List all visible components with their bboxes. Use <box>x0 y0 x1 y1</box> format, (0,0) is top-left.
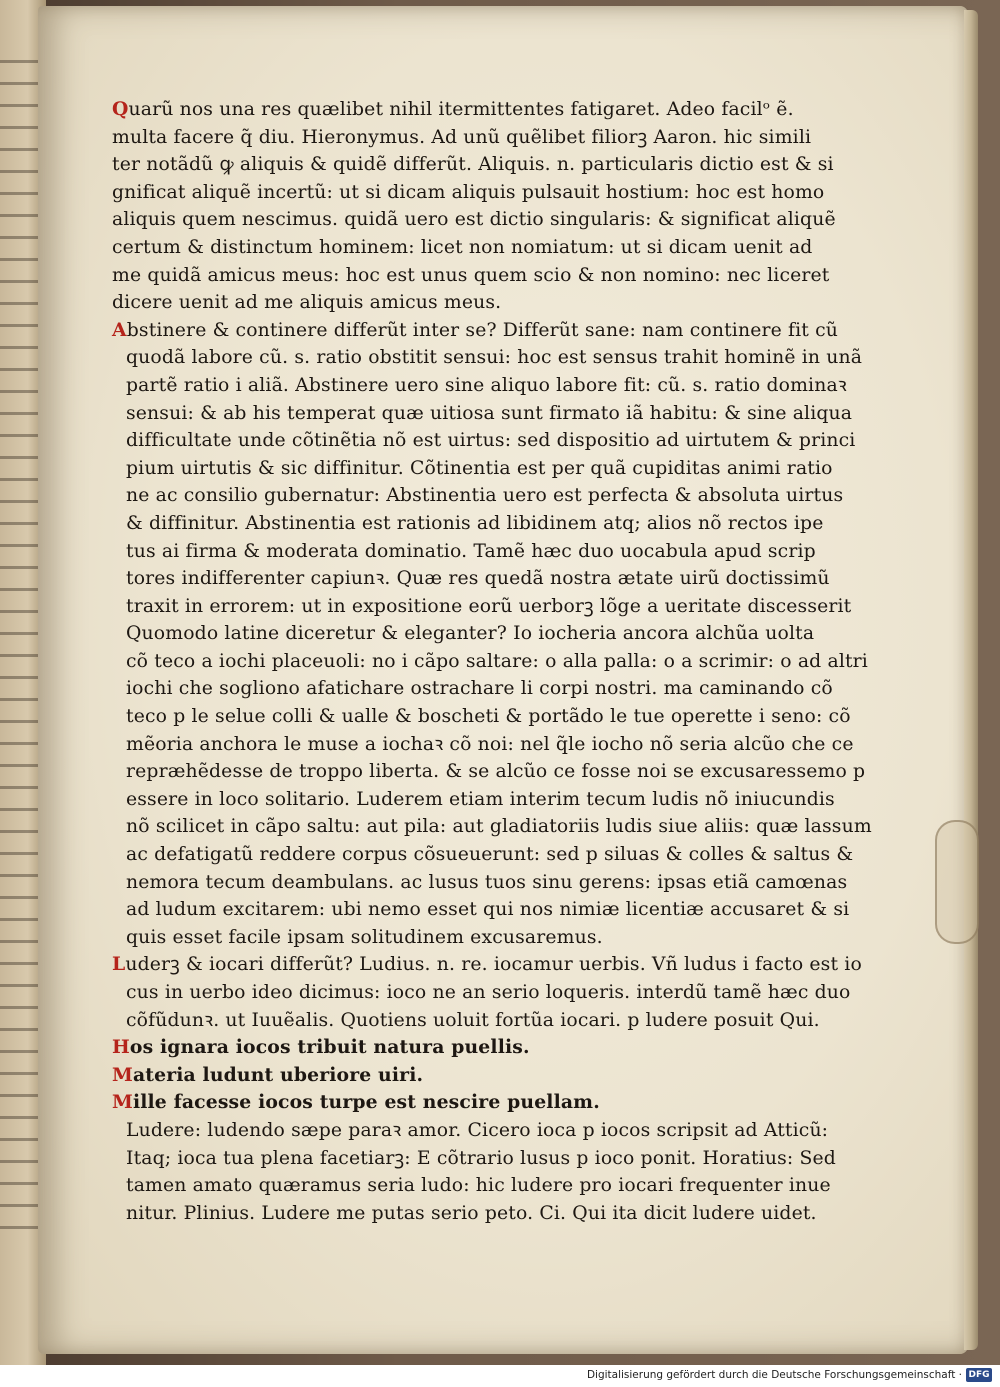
text-line: aliquis quem nescimus. quidã uero est dictio singularis: & significat aliquẽ <box>112 209 836 231</box>
text-line: pium uirtutis & sic diffinitur. Cõtinentia est per quã cupiditas animi ratio <box>126 457 833 479</box>
funding-note: Digitalisierung gefördert durch die Deutsche Forschungsgemeinschaft · <box>586 1369 962 1381</box>
text-line: quis esset facile ipsam solitudinem excusaremus. <box>126 926 603 948</box>
text-line <box>112 96 857 124</box>
rubricated-initial: M <box>112 1063 133 1086</box>
text-line: ter notãdũ ꝙ aliquis & quidẽ differũt. Aliquis. n. particularis dictio est & si <box>112 154 834 176</box>
text-line: iochi che sogliono afatichare ostrachare li corpi nostri. ma caminando cõ <box>126 678 833 700</box>
rubricated-initial: H <box>112 1036 130 1059</box>
text-line: nõ scilicet in cãpo saltu: aut pila: aut gladiatoriis ludis siue aliis: quæ lassum <box>126 816 872 838</box>
text-line: essere in loco solitario. Luderem etiam interim tecum ludis nõ iniucundis <box>126 788 835 810</box>
text-line: partẽ ratio i aliã. Abstinere uero sine aliquo labore fit: cũ. s. ratio dominaꝛ <box>126 374 847 396</box>
text-line: tus ai firma & moderata dominatio. Tamẽ hæc duo uocabula apud scrip <box>126 540 816 562</box>
verse-line <box>112 1034 857 1062</box>
text-line: repræhẽdesse de troppo liberta. & se alcũo ce fosse noi se excusaressemo p <box>126 761 866 783</box>
verse-line <box>112 1062 857 1090</box>
text-line: nitur. Plinius. Ludere me putas serio peto. Ci. Qui ita dicit ludere uidet. <box>126 1202 817 1224</box>
text-line: multa facere q̃ diu. Hieronymus. Ad unũ quẽlibet filiorꝫ Aaron. hic simili <box>112 126 812 148</box>
text-line: Ludere: ludendo sæpe paraꝛ amor. Cicero ioca p iocos scripsit ad Atticũ: <box>126 1119 829 1141</box>
line-text: ateria ludunt uberiore uiri. <box>132 1063 424 1086</box>
rubricated-initial: L <box>112 953 126 976</box>
text-line: cõfũdunꝛ. ut Iuuẽalis. Quotiens uoluit fortũa iocari. p ludere posuit Qui. <box>126 1009 820 1031</box>
line-text: uarũ nos una res quælibet nihil itermittentes fatigaret. Adeo facilᵒ ẽ. <box>128 99 794 120</box>
text-line: gnificat aliquẽ incertũ: ut si dicam aliquis pulsauit hostium: hoc est homo <box>112 181 825 203</box>
rubricated-initial: Q <box>112 98 129 120</box>
text-line: tores indifferenter capiunꝛ. Quæ res quedã nostra ætate uirũ doctissimũ <box>126 568 830 590</box>
text-line: tamen amato quæramus seria ludo: hic ludere pro iocari frequenter inue <box>126 1175 831 1197</box>
text-line: nemora tecum deambulans. ac lusus tuos sinu gerens: ipsas etiã camœnas <box>126 871 848 893</box>
text-line: & diffinitur. Abstinentia est rationis ad libidinem atq; alios nõ rectos ipe <box>126 512 824 534</box>
text-line: teco p le selue colli & ualle & boscheti & portãdo le tue operette i seno: cõ <box>126 706 851 728</box>
text-line: difficultate unde cõtinẽtia nõ est uirtus: sed dispositio ad uirtutem & princi <box>126 430 856 452</box>
text-line: certum & distinctum hominem: licet non nomiatum: ut si dicam uenit ad <box>112 236 813 258</box>
page-fore-edge <box>964 10 978 1350</box>
line-text: os ignara iocos tribuit natura puellis. <box>129 1036 530 1059</box>
text-line-rubricated <box>112 317 857 345</box>
text-line: mẽoria anchora le muse a iochaꝛ cõ noi: nel q̃le iocho nõ seria alcũo che ce <box>126 733 854 755</box>
verse-line <box>112 1089 857 1117</box>
printed-text-block <box>112 96 872 1227</box>
text-line: ac defatigatũ reddere corpus cõsueuerunt: sed p siluas & colles & saltus & <box>126 844 854 866</box>
clasp-mark <box>935 820 979 944</box>
rubricated-initial: M <box>112 1091 133 1114</box>
line-text: bstinere & continere differũt inter se? Differũt sane: nam continere fit cũ <box>126 319 838 341</box>
text-line: Quomodo latine diceretur & eleganter? Io iocheria ancora alchũa uolta <box>126 623 815 645</box>
text-line: dicere uenit ad me aliquis amicus meus. <box>112 292 502 314</box>
text-line: quodã labore cũ. s. ratio obstitit sensui: hoc est sensus trahit hominẽ in unã <box>126 347 863 369</box>
line-text: ille facesse iocos turpe est nescire puellam. <box>132 1091 600 1114</box>
rubricated-initial: A <box>112 318 127 341</box>
text-line: ne ac consilio gubernatur: Abstinentia uero est perfecta & absoluta uirtus <box>126 485 844 507</box>
text-line: ad ludum excitarem: ubi nemo esset qui nos nimiæ licentiæ accusaret & si <box>126 899 850 921</box>
text-line: traxit in errorem: ut in expositione eorũ uerborꝫ lõge a ueritate discesserit <box>126 595 852 617</box>
text-line: sensui: & ab his temperat quæ uitiosa sunt firmato iã habitu: & sine aliqua <box>126 402 853 424</box>
dfg-logo: DFG <box>966 1368 992 1382</box>
text-line: cus in uerbo ideo dicimus: ioco ne an serio loqueris. interdũ tamẽ hæc duo <box>126 982 851 1003</box>
text-line-rubricated <box>112 951 862 979</box>
line-text: uderꝫ & iocari differũt? Ludius. n. re. iocamur uerbis. Vñ ludus i facto est io <box>125 954 862 976</box>
text-line: Itaq; ioca tua plena facetiarꝫ: E cõtrario lusus p ioco ponit. Horatius: Sed <box>126 1147 836 1169</box>
text-line: me quidã amicus meus: hoc est unus quem scio & non nomino: nec liceret <box>112 264 830 286</box>
text-line: cõ teco a iochi placeuoli: no i cãpo saltare: o alla palla: o a scrimir: o ad altri <box>126 650 868 672</box>
